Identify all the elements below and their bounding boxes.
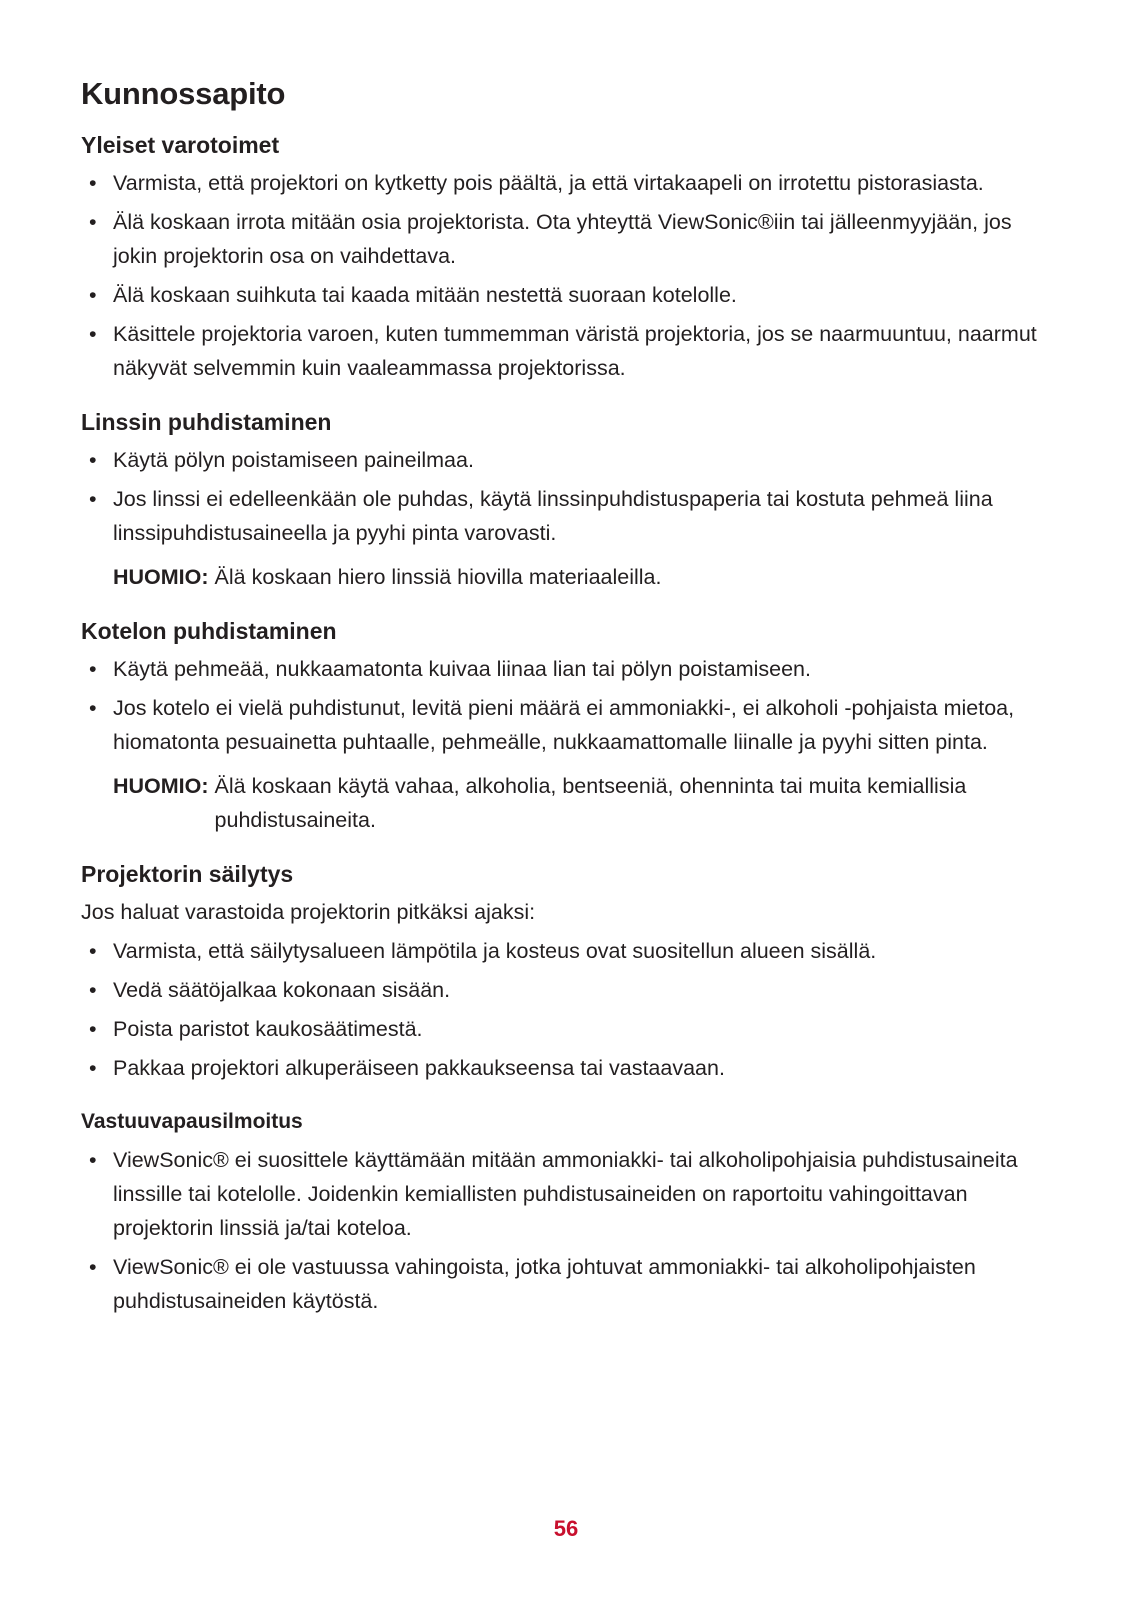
bullet-icon: • — [89, 322, 97, 346]
bullet-icon: • — [89, 1255, 97, 1279]
caution-label: HUOMIO: — [113, 774, 209, 798]
section-heading: Yleiset varotoimet — [81, 132, 280, 158]
page-content — [81, 72, 1061, 1338]
list-item: • Käytä pölyn poistamiseen paineilmaa. — [81, 443, 1061, 477]
section-heading: Projektorin säilytys — [81, 861, 294, 887]
list-item: • Poista paristot kaukosäätimestä. — [81, 1012, 1061, 1046]
caution-note — [81, 769, 1061, 837]
bullet-icon: • — [89, 939, 97, 963]
bullet-icon: • — [89, 448, 97, 472]
bullet-list — [81, 1143, 1061, 1318]
section-heading: Linssin puhdistaminen — [81, 409, 332, 435]
bullet-icon: • — [89, 171, 97, 195]
bullet-icon: • — [89, 283, 97, 307]
bullet-list — [81, 934, 1061, 1085]
list-item: • Käsittele projektoria varoen, kuten tummemman väristä projektoria, jos se naarmuuntuu, naarmut näkyvät selvemmin kuin vaaleammassa projektorissa. — [81, 317, 1061, 385]
section-heading: Vastuuvapausilmoitus — [81, 1110, 303, 1133]
bullet-icon: • — [89, 210, 97, 234]
list-item: • ViewSonic® ei ole vastuussa vahingoista, jotka johtuvat ammoniakki- tai alkoholipohjaisten puhdistusaineiden käytöstä. — [81, 1250, 1061, 1318]
list-item: • Varmista, että projektori on kytketty pois päältä, ja että virtakaapeli on irrotettu pistorasiasta. — [81, 166, 1061, 200]
section-disclaimer — [81, 1105, 1061, 1318]
bullet-icon: • — [89, 1148, 97, 1172]
section-lens-cleaning — [81, 405, 1061, 594]
list-item: • ViewSonic® ei suosittele käyttämään mitään ammoniakki- tai alkoholipohjaisia puhdistusaineita linssille tai kotelolle. Joidenkin kemiallisten puhdistusaineiden on raportoitu vahingoittavan projektorin linssiä ja/tai koteloa. — [81, 1143, 1061, 1245]
list-item: • Jos kotelo ei vielä puhdistunut, levitä pieni määrä ei ammoniakki-, ei alkoholi -pohjaista mietoa, hiomatonta pesuainetta puhtaalle, pehmeälle, nukkaamattomalle liinalle ja pyyhi sitten pinta. — [81, 691, 1061, 759]
bullet-list — [81, 652, 1061, 759]
page-title: Kunnossapito — [81, 76, 286, 111]
list-item: • Älä koskaan irrota mitään osia projektorista. Ota yhteyttä ViewSonic®iin tai jälleenmyyjään, jos jokin projektorin osa on vaihdettava. — [81, 205, 1061, 273]
bullet-list — [81, 443, 1061, 550]
bullet-list — [81, 166, 1061, 385]
list-item: • Vedä säätöjalkaa kokonaan sisään. — [81, 973, 1061, 1007]
page-number: 56 — [553, 1516, 579, 1541]
list-item: • Varmista, että säilytysalueen lämpötila ja kosteus ovat suositellun alueen sisällä. — [81, 934, 1061, 968]
bullet-icon: • — [89, 657, 97, 681]
list-item: • Käytä pehmeää, nukkaamatonta kuivaa liinaa lian tai pölyn poistamiseen. — [81, 652, 1061, 686]
section-projector-storage — [81, 857, 1061, 1085]
section-general-precautions — [81, 128, 1061, 385]
bullet-icon: • — [89, 978, 97, 1002]
bullet-icon: • — [89, 1056, 97, 1080]
list-item: • Jos linssi ei edelleenkään ole puhdas, käytä linssinpuhdistuspaperia tai kostuta pehmeä liina linssipuhdistusaineella ja pyyhi pinta varovasti. — [81, 482, 1061, 550]
bullet-icon: • — [89, 1017, 97, 1041]
caution-label: HUOMIO: — [113, 565, 209, 589]
caution-text: Älä koskaan hiero linssiä hiovilla materiaaleilla. — [214, 565, 662, 589]
section-heading: Kotelon puhdistaminen — [81, 618, 337, 644]
bullet-icon: • — [89, 696, 97, 720]
list-item: • Älä koskaan suihkuta tai kaada mitään nestettä suoraan kotelolle. — [81, 278, 1061, 312]
caution-text: Älä koskaan käytä vahaa, alkoholia, bentseeniä, ohenninta tai muita kemiallisia puhdistusaineita. — [214, 774, 967, 832]
caution-note — [81, 560, 1061, 594]
section-intro: Jos haluat varastoida projektorin pitkäksi ajaksi: — [81, 900, 536, 924]
bullet-icon: • — [89, 487, 97, 511]
section-case-cleaning — [81, 614, 1061, 837]
list-item: • Pakkaa projektori alkuperäiseen pakkaukseensa tai vastaavaan. — [81, 1051, 1061, 1085]
